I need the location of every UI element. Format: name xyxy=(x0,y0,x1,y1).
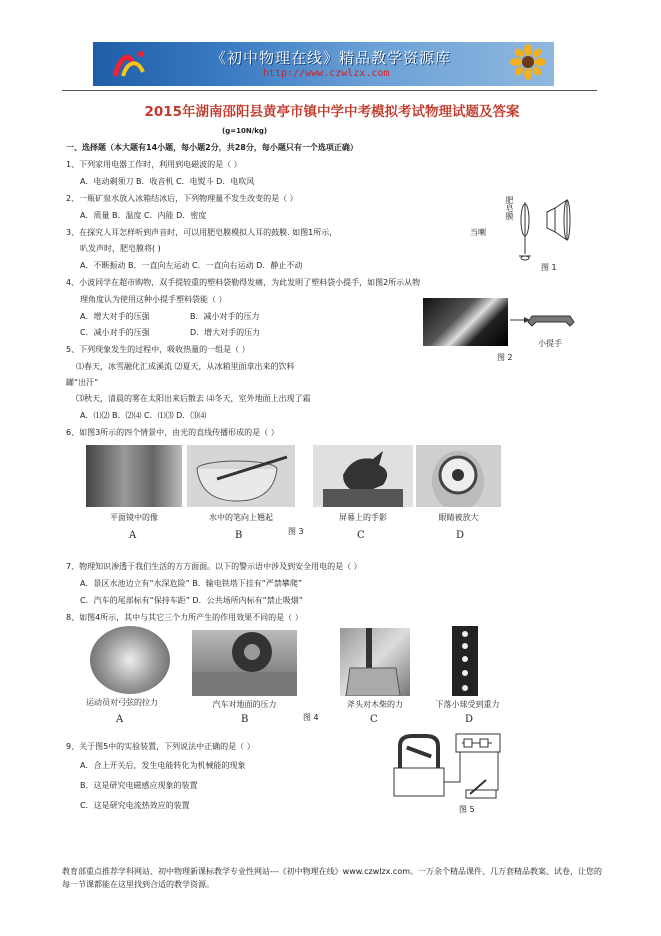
q5-options: A．⑴⑵ B．⑵⑷ C．⑴⑶ D．⑶⑷ xyxy=(80,411,207,420)
section-heading: 一、选择题（本大题有14小题，每小题2分，共28分，每小题只有一个选项正确） xyxy=(66,143,358,152)
q5-line3: ⑶秋天，清晨的雾在太阳出来后散去 ⑷冬天，室外地面上出现了霜 xyxy=(76,394,311,403)
fig4-photo-d xyxy=(452,626,478,696)
fig4-caption-b: 汽车对地面的压力 xyxy=(212,700,277,709)
banner-title: 《初中物理在线》精品教学资源库 xyxy=(211,49,452,67)
fig5-apparatus-drawing xyxy=(390,728,510,806)
fig3-photo-c xyxy=(313,445,413,507)
site-logo-icon xyxy=(111,48,147,80)
q7-line2: C．汽车的尾部标有“保持车距” D．公共场所内标有“禁止吸烟” xyxy=(80,596,303,605)
page-title: 2015年湖南邵阳县黄亭市镇中学中考模拟考试物理试题及答案 xyxy=(144,104,520,120)
q4-stem: 4、小波同学在超市购物，双手提较重的塑料袋勒得发痛，为此发明了塑料袋小提手，如图2所示从物 xyxy=(66,278,421,287)
q3-stem-right: 当喇 xyxy=(470,228,486,237)
fig4-letter-d: D xyxy=(465,714,474,725)
fig3-label: 图 3 xyxy=(288,527,304,536)
fig4-caption-c: 斧头对木柴的力 xyxy=(347,700,403,709)
q4-stem2: 理角度认为使用这种小提手塑料袋能（ ） xyxy=(80,295,227,304)
banner xyxy=(93,42,554,86)
fig3-photo-b xyxy=(187,445,295,507)
q9-option-b: B．这是研究电磁感应现象的装置 xyxy=(80,781,198,790)
fig4-caption-a: 运动员对弓弦的拉力 xyxy=(86,698,158,707)
q3-options: A．不断振动 B．一直向左运动 C．一直向右运动 D．静止不动 xyxy=(80,261,303,270)
q1-options: A．电动剃须刀 B．收音机 C．电熨斗 D．电吹风 xyxy=(80,177,255,186)
fig2-label: 图 2 xyxy=(497,353,513,362)
q4-option-a: A．增大对手的压强 xyxy=(80,312,150,321)
fig3-caption-c: 屏幕上的手影 xyxy=(339,513,387,522)
fig1-side-label: 肥皂膜 xyxy=(505,196,514,220)
q5-stem: 5、下列现象发生的过程中，吸收热量的一组是（ ） xyxy=(66,345,250,354)
q4-option-c: C．减小对手的压强 xyxy=(80,328,150,337)
q8-stem: 8、如图4所示，其中与其它三个力所产生的作用效果不同的是（ ） xyxy=(66,613,303,622)
q4-option-d: D．增大对手的压力 xyxy=(190,328,261,337)
q5-line1: ⑴春天，冰雪融化汇成溪流 ⑵夏天，从冰箱里面拿出来的饮料 xyxy=(76,362,295,371)
fig5-label: 图 5 xyxy=(459,805,475,814)
q6-stem: 6、如图3所示的四个情景中，由光的直线传播形成的是（ ） xyxy=(66,428,279,437)
q9-stem: 9、关于图5中的实验装置，下列说法中正确的是（ ） xyxy=(66,742,255,751)
q9-option-a: A．合上开关后，发生电能转化为机械能的现象 xyxy=(80,761,246,770)
q2-options: A．质量 B．温度 C．内能 D．密度 xyxy=(80,211,207,220)
fig4-photo-c xyxy=(340,628,410,696)
fig4-photo-a xyxy=(90,626,170,694)
fig1-speaker-drawing xyxy=(515,192,575,267)
fig4-label: 图 4 xyxy=(303,713,319,722)
banner-url[interactable]: http://www.czwlzx.com xyxy=(263,68,390,79)
q2-stem: 2、一瓶矿泉水放入冰箱结冰后，下列物理量不发生改变的是（ ） xyxy=(66,194,298,203)
fig4-letter-b: B xyxy=(241,714,249,725)
gravity-note: (g=10N/kg) xyxy=(222,127,268,135)
fig2-hand-photo xyxy=(423,298,508,346)
fig3-caption-d: 眼睛被放大 xyxy=(438,513,479,522)
fig4-photo-b xyxy=(192,630,297,696)
fig1-label: 图 1 xyxy=(541,263,557,272)
fig3-letter-a: A xyxy=(129,530,137,541)
fig3-letter-d: D xyxy=(456,530,465,541)
q3-stem: 3、在探究人耳怎样听到声音时，可以用肥皂膜模拟人耳的鼓膜. 如图1所示， xyxy=(66,228,338,237)
fig2-handle-label: 小提手 xyxy=(538,339,562,348)
fig3-photo-a xyxy=(86,445,182,507)
fig4-letter-a: A xyxy=(116,714,124,725)
fig3-letter-b: B xyxy=(235,530,243,541)
q7-stem: 7、物理知识渗透于我们生活的方方面面。以下的警示语中涉及到安全用电的是（ ） xyxy=(66,562,362,571)
q9-option-c: C．这是研究电流热效应的装置 xyxy=(80,801,190,810)
footer-text: 教育部重点推荐学科网站、初中物理新课标教学专业性网站---《初中物理在线》www.czwlzx.com。一万余个精品课件、几万套精品教案、试卷，让您的每一节课都能在这里找到合适的教学资源。 xyxy=(62,867,603,889)
q4-option-b: B．减小对手的压力 xyxy=(190,312,260,321)
fig4-letter-c: C xyxy=(370,714,378,725)
fig3-photo-d xyxy=(416,445,501,507)
q3-stem2: 叭发声时，肥皂膜将( ) xyxy=(80,244,161,253)
fig3-caption-a: 平面镜中的像 xyxy=(110,513,158,522)
fig3-caption-b: 水中的笔向上翘起 xyxy=(209,513,273,522)
sunflower-icon xyxy=(506,44,550,84)
q7-line1: A．景区水池边立有“水深危险” B．输电铁塔下挂有“严禁攀爬” xyxy=(80,579,303,588)
q5-line2: 罐“出汗” xyxy=(66,378,99,387)
fig4-caption-d: 下落小球受到重力 xyxy=(435,700,500,709)
fig3-letter-c: C xyxy=(357,530,365,541)
q1-stem: 1、下列家用电器工作时，利用到电磁波的是（ ） xyxy=(66,160,242,169)
header-rule xyxy=(62,90,597,91)
